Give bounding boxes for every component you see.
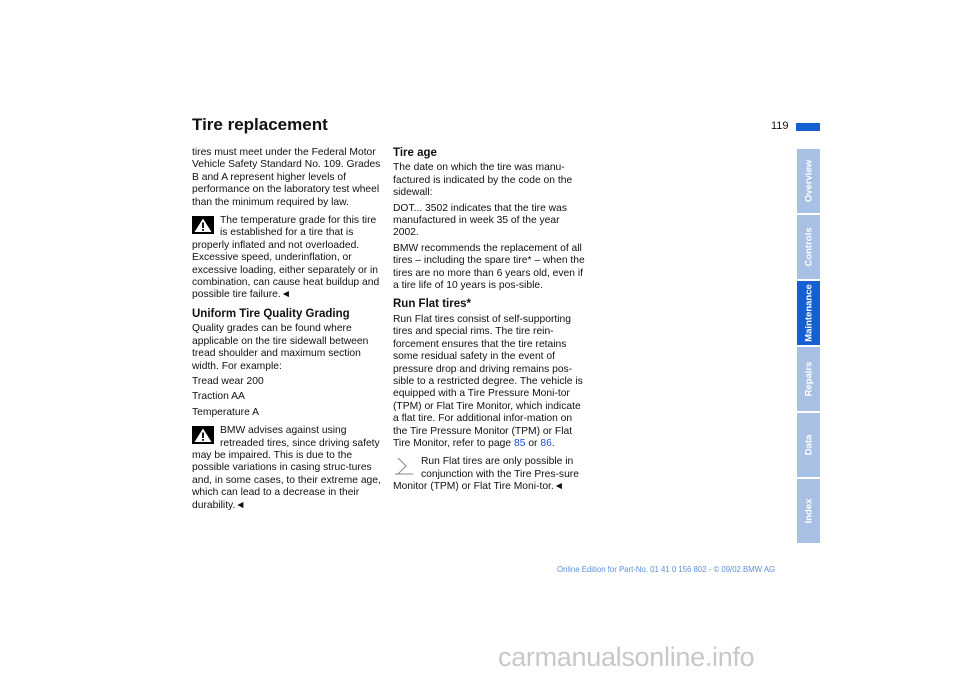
page-number: 119: [771, 120, 789, 132]
tab-index[interactable]: [797, 479, 820, 543]
note-run-flat: [393, 456, 585, 493]
paragraph-quality-grades: Quality grades can be found where applicable on the tire sidewall between tread shoulder and maximum section width. For example:: [192, 323, 369, 372]
tab-controls[interactable]: [797, 215, 820, 279]
heading-uniform-grading: Uniform Tire Quality Grading: [192, 307, 350, 320]
or-text: or: [528, 437, 538, 449]
tab-label: Data: [803, 434, 814, 456]
warning-retreaded: [192, 425, 384, 512]
tab-overview[interactable]: [797, 149, 820, 213]
note-text: Run Flat tires are only possible in conjunction with the Tire Pres-sure Monitor (TPM) or Flat Tire Moni-tor.◄: [393, 456, 579, 493]
warning-triangle-icon: [192, 216, 214, 234]
paragraph-replacement: BMW recommends the replacement of all tires – including the spare tire* – when the tires are no more than 6 years old, even if a tire life of 10 years is pos-sible.: [393, 242, 585, 292]
page-link-85[interactable]: 85: [513, 437, 526, 449]
note-arrow-icon: [393, 457, 415, 475]
tab-repairs[interactable]: [797, 347, 820, 411]
tab-label: Repairs: [803, 361, 814, 397]
page-title: Tire replacement: [192, 115, 328, 134]
example-temperature: Temperature A: [192, 406, 259, 418]
paragraph-dot-code: DOT... 3502 indicates that the tire was manufactured in week 35 of the year 2002.: [393, 202, 567, 239]
tab-label: Overview: [803, 159, 814, 203]
page-marker-bar: [796, 123, 820, 131]
tab-maintenance[interactable]: [797, 281, 820, 345]
warning-temperature: [192, 215, 384, 302]
tab-label: Maintenance: [803, 284, 814, 342]
tab-label: Index: [803, 498, 814, 524]
footer-edition: Online Edition for Part-No. 01 41 0 156 802 - © 09/02 BMW AG: [557, 565, 776, 574]
run-flat-text: Run Flat tires consist of self-supporting tires and special rims. The tire rein-forcement ensures that the tire retains some residual safety in the event of pressure drop and driving remains pos-sible to a restricted degree. The vehicle is equipped with a Tire Pressure Moni-tor (TPM) or Flat Tire Monitor, which indicate a flat tire. For additional infor-mation on the Tire Pressure Monitor (TPM) or Flat Tire Monitor, refer to page: [393, 313, 583, 449]
right-column: [393, 147, 585, 497]
warning-text: BMW advises against using retreaded tires, since driving safety may be impaired. This is due to the possible variations in casing struc-tures and, in some cases, to their extreme age, which can lead to a decrease in their durability.◄: [192, 425, 381, 511]
warning-text: The temperature grade for this tire is established for a tire that is properly inflated and not overloaded. Excessive speed, underinflation, or excessive loading, either separately or in combination, can cause heat buildup and possible tire failure.◄: [192, 215, 380, 301]
paragraph-run-flat: [393, 314, 585, 450]
page-link-86[interactable]: 86: [540, 437, 552, 449]
heading-run-flat: Run Flat tires*: [393, 298, 471, 311]
tab-data[interactable]: [797, 413, 820, 477]
paragraph-grades: tires must meet under the Federal Motor Vehicle Safety Standard No. 109. Grades B and A represent higher levels of performance on the laboratory test wheel than the minimum required by law.: [192, 147, 381, 208]
period-text: .: [551, 437, 555, 449]
heading-tire-age: Tire age: [393, 147, 437, 159]
warning-triangle-icon: [192, 426, 214, 444]
section-tabs: [797, 149, 820, 545]
left-column: [192, 147, 384, 515]
watermark: carmanualsonline.info: [498, 642, 755, 672]
example-traction: Traction AA: [192, 391, 245, 403]
tab-label: Controls: [803, 227, 814, 267]
example-treadwear: Tread wear 200: [192, 375, 264, 387]
paragraph-manufacture-date: The date on which the tire was manu-factured is indicated by the code on the sidewall:: [393, 162, 573, 199]
